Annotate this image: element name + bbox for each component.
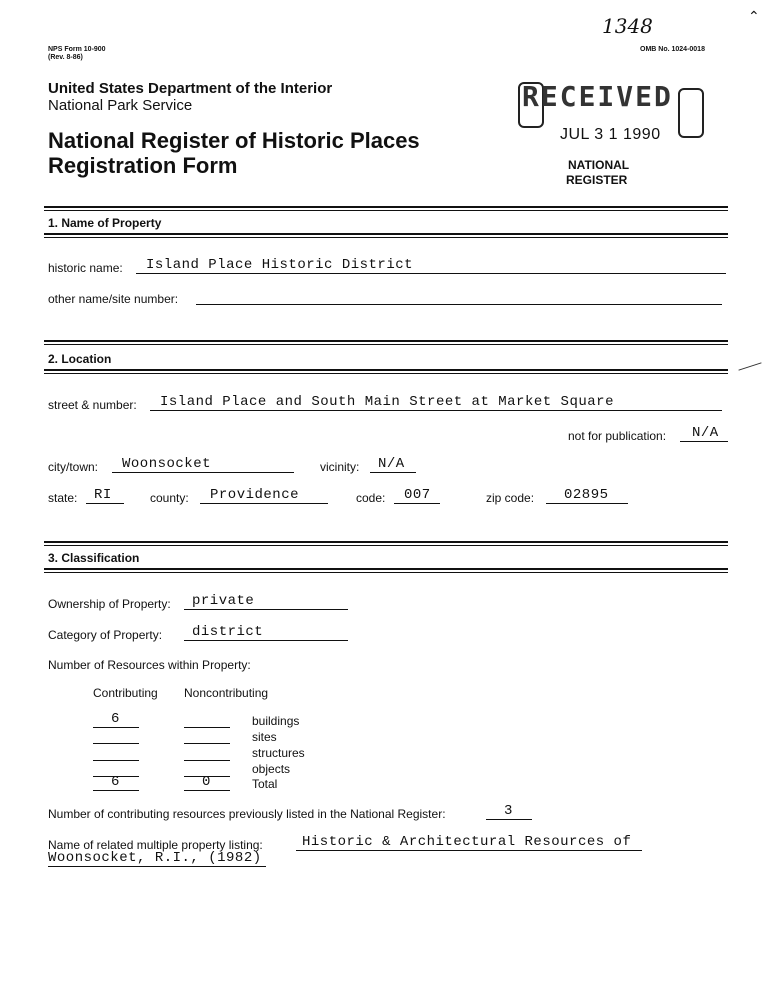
nfp-label: not for publication: (568, 429, 667, 443)
city-value: Woonsocket (122, 456, 212, 472)
stamp-received-text: RECEIVED (522, 80, 673, 113)
vicinity-label: vicinity: (320, 460, 360, 474)
col-contributing: Contributing (93, 686, 158, 700)
ownership-value: private (192, 593, 255, 609)
omb-number: OMB No. 1024-0018 (640, 46, 705, 53)
buildings-contributing-value: 6 (111, 711, 120, 727)
section3-rule-top2 (44, 545, 728, 546)
street-label: street & number: (48, 398, 137, 412)
handwritten-page-number: 1348 (602, 14, 653, 38)
row-total-noncontributing (184, 776, 230, 791)
section2-rule-bottom (44, 369, 728, 371)
category-field (184, 626, 348, 641)
category-label: Category of Property: (48, 628, 163, 642)
form-title-line2: Registration Form (48, 153, 238, 178)
county-field (200, 489, 328, 504)
state-field (86, 489, 124, 504)
category-value: district (192, 624, 264, 640)
row-structures-label: structures (252, 746, 305, 760)
zip-field (546, 489, 628, 504)
section1-rule-top (44, 206, 728, 208)
agency-name: National Park Service (48, 97, 193, 114)
nfp-field (680, 427, 728, 442)
row-sites-noncontributing (184, 729, 230, 744)
section1-heading: 1. Name of Property (48, 216, 162, 230)
street-value: Island Place and South Main Street at Market Square (160, 394, 614, 410)
form-id: NPS Form 10-900 (48, 46, 106, 53)
corner-mark: ⌃ (748, 8, 760, 24)
historic-name-field (136, 259, 726, 274)
row-sites-contributing (93, 729, 139, 744)
vicinity-field (370, 458, 416, 473)
vicinity-value: N/A (378, 456, 405, 472)
section3-rule-bottom2 (44, 572, 728, 573)
received-stamp (516, 78, 706, 198)
ownership-label: Ownership of Property: (48, 597, 171, 611)
historic-name-value: Island Place Historic District (146, 257, 414, 273)
city-field (112, 458, 294, 473)
historic-name-label: historic name: (48, 261, 123, 275)
section3-rule-top (44, 541, 728, 543)
row-buildings-contributing (93, 713, 139, 728)
county-value: Providence (210, 487, 300, 503)
section1-rule-top2 (44, 210, 728, 211)
stamp-register: REGISTER (566, 173, 628, 187)
row-total-label: Total (252, 777, 278, 791)
total-noncontributing-value: 0 (202, 774, 211, 790)
mpl-field-line1 (296, 836, 642, 851)
mpl-label: Name of related multiple property listing: (48, 838, 263, 852)
code-value: 007 (404, 487, 431, 503)
zip-label: zip code: (486, 491, 535, 505)
department-name: United States Department of the Interior (48, 80, 333, 97)
row-structures-contributing (93, 746, 139, 761)
mpl-value-line2: Woonsocket, R.I., (1982) (48, 850, 262, 866)
row-buildings-label: buildings (252, 714, 300, 728)
stamp-date: JUL 3 1 1990 (560, 126, 661, 143)
section3-rule-bottom (44, 568, 728, 570)
section2-heading: 2. Location (48, 352, 112, 366)
resources-label: Number of Resources within Property: (48, 658, 251, 672)
state-value: RI (94, 487, 112, 503)
ownership-field (184, 595, 348, 610)
prev-listed-label: Number of contributing resources previously listed in the National Register: (48, 807, 446, 821)
prev-listed-field (486, 805, 532, 820)
other-name-label: other name/site number: (48, 292, 179, 306)
row-objects-label: objects (252, 762, 291, 776)
section1-rule-bottom (44, 233, 728, 235)
mpl-field-line2 (48, 852, 266, 867)
city-label: city/town: (48, 460, 99, 474)
county-label: county: (150, 491, 189, 505)
margin-tick-mark (738, 362, 761, 370)
street-field (150, 396, 722, 411)
row-buildings-noncontributing (184, 713, 230, 728)
prev-listed-value: 3 (504, 803, 513, 819)
section3-heading: 3. Classification (48, 551, 140, 565)
code-label: code: (356, 491, 386, 505)
mpl-value-line1: Historic & Architectural Resources of (302, 834, 632, 850)
total-contributing-value: 6 (111, 774, 120, 790)
nfp-value: N/A (692, 425, 719, 441)
state-label: state: (48, 491, 78, 505)
form-title-line1: National Register of Historic Places (48, 128, 420, 153)
col-noncontributing: Noncontributing (184, 686, 269, 700)
other-name-field (196, 290, 722, 305)
section2-rule-top (44, 340, 728, 342)
section2-rule-bottom2 (44, 373, 728, 374)
row-structures-noncontributing (184, 746, 230, 761)
stamp-national: NATIONAL (568, 158, 630, 172)
code-field (394, 489, 440, 504)
zip-value: 02895 (564, 487, 609, 503)
section2-rule-top2 (44, 344, 728, 345)
row-sites-label: sites (252, 730, 277, 744)
section1-rule-bottom2 (44, 237, 728, 238)
form-rev: (Rev. 8-86) (48, 54, 83, 61)
row-total-contributing (93, 776, 139, 791)
